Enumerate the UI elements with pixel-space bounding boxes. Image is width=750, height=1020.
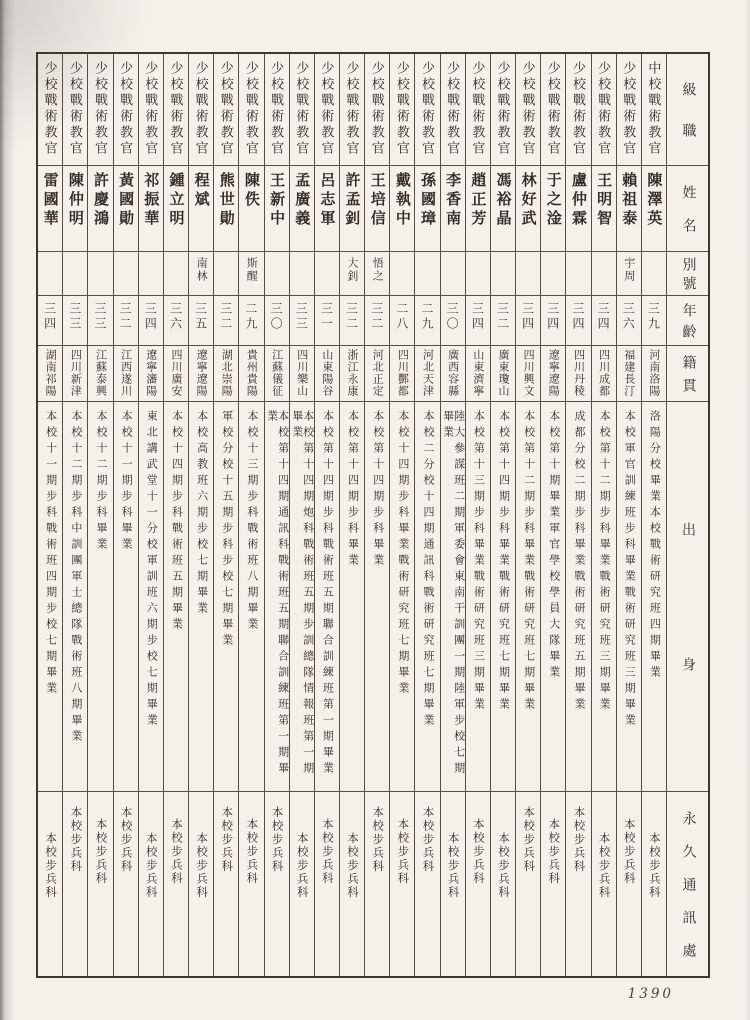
person-native-place: 四川興文 [516, 346, 540, 402]
person-native-place: 四川新津 [63, 346, 87, 402]
person-column [62, 54, 87, 976]
person-alias [466, 252, 490, 296]
person-age: 三二 [114, 296, 138, 346]
person-age: 三一 [315, 296, 339, 346]
person-rank: 少校戰術教官 [189, 54, 213, 166]
person-alias [38, 252, 62, 296]
person-column [289, 54, 314, 976]
person-age: 三二 [214, 296, 238, 346]
person-address: 本校步兵科 [69, 806, 82, 874]
person-rank: 少校戰術教官 [541, 54, 565, 166]
person-rank: 少校戰術教官 [617, 54, 641, 166]
person-name: 熊世勛 [214, 166, 238, 252]
person-rank: 少校戰術教官 [441, 54, 465, 166]
person-column [389, 54, 414, 976]
person-column [213, 54, 238, 976]
person-alias: 南林 [189, 252, 213, 296]
person-address: 本校步兵科 [597, 832, 610, 900]
person-rank: 少校戰術教官 [114, 54, 138, 166]
person-rank: 少校戰術教官 [63, 54, 87, 166]
person-age: 三四 [38, 296, 62, 346]
person-name: 賴祖泰 [617, 166, 641, 252]
person-age: 三四 [541, 296, 565, 346]
person-origin: 本校十二期步科畢業 [88, 402, 112, 792]
person-native-place: 四川酆都 [390, 346, 414, 402]
person-column [515, 54, 540, 976]
person-address: 本校步兵科 [44, 832, 57, 900]
person-address: 本校步兵科 [496, 832, 509, 900]
person-alias [390, 252, 414, 296]
person-origin: 本校十二期步科中訓團軍士總隊戰術班八期畢業 [63, 402, 87, 792]
person-age: 三〇 [265, 296, 289, 346]
person-native-place: 福建長汀 [617, 346, 641, 402]
person-name: 黃國勛 [114, 166, 138, 252]
person-age: 三二 [365, 296, 389, 346]
person-rank: 少校戰術教官 [340, 54, 364, 166]
person-origin: 本校第十期畢業軍官學校學員大隊畢業 [541, 402, 565, 792]
person-name: 馮裕晶 [491, 166, 515, 252]
person-address: 本校步兵科 [245, 818, 258, 886]
person-address: 本校步兵科 [346, 832, 359, 900]
person-alias [592, 252, 616, 296]
person-address: 本校步兵科 [169, 818, 182, 886]
person-origin: 東北講武堂十一分校軍訓班六期步校七期畢業 [139, 402, 163, 792]
person-age: 二九 [239, 296, 263, 346]
person-origin: 本校第十四期步科畢業 [340, 402, 364, 792]
person-name: 王明智 [592, 166, 616, 252]
person-origin: 本校軍官訓練班步科畢業戰術研究班三期畢業 [617, 402, 641, 792]
person-origin: 本校第十二期步科畢業戰術研究班七期畢業 [516, 402, 540, 792]
person-age: 三九 [642, 296, 666, 346]
person-address: 本校步兵科 [195, 832, 208, 900]
person-age: 三四 [566, 296, 590, 346]
person-name: 林好武 [516, 166, 540, 252]
person-origin: 本校十一期步科戰術班四期步校七期畢業 [38, 402, 62, 792]
person-alias [164, 252, 188, 296]
person-rank: 中校戰術教官 [642, 54, 666, 166]
person-native-place: 廣東瓊山 [491, 346, 515, 402]
person-native-place: 遼寧瀋陽 [139, 346, 163, 402]
person-native-place: 山東濟寧 [466, 346, 490, 402]
person-age: 三四 [139, 296, 163, 346]
person-alias [566, 252, 590, 296]
person-native-place: 河北正定 [365, 346, 389, 402]
person-native-place: 浙江永康 [340, 346, 364, 402]
person-rank: 少校戰術教官 [38, 54, 62, 166]
person-address: 本校步兵科 [396, 818, 409, 886]
person-alias [139, 252, 163, 296]
person-native-place: 河北天津 [415, 346, 439, 402]
person-name: 孟廣義 [290, 166, 314, 252]
person-name: 于之淦 [541, 166, 565, 252]
person-alias [415, 252, 439, 296]
person-origin: 軍校分校十五期步科步校七期畢業 [214, 402, 238, 792]
header-address-label: 永 久 通 訊 處 [680, 811, 696, 957]
person-age: 三三 [63, 296, 87, 346]
person-alias [114, 252, 138, 296]
person-alias: 斯醒 [239, 252, 263, 296]
person-native-place: 江蘇泰興 [88, 346, 112, 402]
person-name: 程斌 [189, 166, 213, 252]
person-address: 本校步兵科 [320, 818, 333, 886]
person-native-place: 湖北崇陽 [214, 346, 238, 402]
person-alias [88, 252, 112, 296]
person-address: 本校步兵科 [421, 806, 434, 874]
person-name: 祁振華 [139, 166, 163, 252]
person-native-place: 四川廣安 [164, 346, 188, 402]
person-native-place: 江西遂川 [114, 346, 138, 402]
person-address: 本校步兵科 [547, 818, 560, 886]
person-column [238, 54, 263, 976]
person-column [364, 54, 389, 976]
person-column [414, 54, 439, 976]
person-rank: 少校戰術教官 [390, 54, 414, 166]
person-name: 戴執中 [390, 166, 414, 252]
person-address: 本校步兵科 [270, 806, 283, 874]
person-origin: 本校第十四期步科畢業戰術研究班七期畢業 [491, 402, 515, 792]
header-age-label: 年 齡 [667, 296, 708, 346]
person-column [540, 54, 565, 976]
person-alias [290, 252, 314, 296]
person-column [591, 54, 616, 976]
roster-table [36, 52, 710, 978]
person-origin: 本校第十四期通訊科戰術班五期聯合訓練班第一期畢業 [265, 402, 289, 792]
person-age: 三三 [290, 296, 314, 346]
person-alias [63, 252, 87, 296]
person-rank: 少校戰術教官 [466, 54, 490, 166]
person-native-place: 四川成都 [592, 346, 616, 402]
person-rank: 少校戰術教官 [265, 54, 289, 166]
person-native-place: 遼寧遼陽 [541, 346, 565, 402]
person-address: 本校步兵科 [220, 806, 233, 874]
person-native-place: 四川丹稜 [566, 346, 590, 402]
person-column [440, 54, 465, 976]
person-alias: 宇周 [617, 252, 641, 296]
person-origin: 本校第十四期炮科戰術班五期步訓總隊情報班第一期畢業 [290, 402, 314, 792]
person-alias: 大釗 [340, 252, 364, 296]
person-native-place: 河南洛陽 [642, 346, 666, 402]
person-alias: 悟之 [365, 252, 389, 296]
person-origin: 洛陽分校畢業本校戰術研究班四期畢業 [642, 402, 666, 792]
person-alias [315, 252, 339, 296]
person-alias [516, 252, 540, 296]
person-origin: 本校第十四期步科戰術班五期聯合訓練班第一期畢業 [315, 402, 339, 792]
person-alias [642, 252, 666, 296]
person-origin: 本校十四期步科畢業戰術研究班七期畢業 [390, 402, 414, 792]
person-name: 盧仲霖 [566, 166, 590, 252]
person-name: 許慶鴻 [88, 166, 112, 252]
page-number: 1390 [627, 986, 674, 1002]
header-native-place-label: 籍 貫 [667, 346, 708, 402]
person-address: 本校步兵科 [572, 806, 585, 874]
header-origin-label: 出 身 [667, 402, 708, 792]
person-age: 三六 [617, 296, 641, 346]
person-origin: 本校十四期步科戰術班五期畢業 [164, 402, 188, 792]
person-rank: 少校戰術教官 [139, 54, 163, 166]
person-age: 三三 [88, 296, 112, 346]
person-rank: 少校戰術教官 [566, 54, 590, 166]
person-column [87, 54, 112, 976]
person-name: 趙正芳 [466, 166, 490, 252]
person-origin: 本校十三期步科戰術班八期畢業 [239, 402, 263, 792]
person-column [339, 54, 364, 976]
person-column [38, 54, 62, 976]
table-header-column [666, 54, 708, 976]
person-alias [214, 252, 238, 296]
person-name: 王新中 [265, 166, 289, 252]
person-age: 三四 [592, 296, 616, 346]
person-name: 王培信 [365, 166, 389, 252]
person-origin: 成都分校二期步科畢業戰術研究班五期畢業 [566, 402, 590, 792]
person-address: 本校步兵科 [371, 806, 384, 874]
person-age: 三四 [466, 296, 490, 346]
person-native-place: 貴州貴陽 [239, 346, 263, 402]
person-column [565, 54, 590, 976]
person-address: 本校步兵科 [94, 818, 107, 886]
person-rank: 少校戰術教官 [516, 54, 540, 166]
person-name: 許孟釗 [340, 166, 364, 252]
person-rank: 少校戰術教官 [290, 54, 314, 166]
person-address: 本校步兵科 [295, 832, 308, 900]
person-rank: 少校戰術教官 [491, 54, 515, 166]
person-age: 三五 [189, 296, 213, 346]
person-column [314, 54, 339, 976]
person-address: 本校步兵科 [471, 818, 484, 886]
person-native-place: 湖南祁陽 [38, 346, 62, 402]
person-column [138, 54, 163, 976]
person-alias [265, 252, 289, 296]
person-name: 陳澤英 [642, 166, 666, 252]
person-column [465, 54, 490, 976]
person-native-place: 廣西容縣 [441, 346, 465, 402]
person-origin: 本校第十三期步科畢業戰術研究班三期畢業 [466, 402, 490, 792]
person-column [264, 54, 289, 976]
person-native-place: 山東陽谷 [315, 346, 339, 402]
person-alias [441, 252, 465, 296]
person-address: 本校步兵科 [622, 818, 635, 886]
person-rank: 少校戰術教官 [315, 54, 339, 166]
person-column [490, 54, 515, 976]
person-native-place: 遼寧遼陽 [189, 346, 213, 402]
person-rank: 少校戰術教官 [239, 54, 263, 166]
person-native-place: 四川樂山 [290, 346, 314, 402]
person-rank: 少校戰術教官 [592, 54, 616, 166]
person-rank: 少校戰術教官 [164, 54, 188, 166]
person-age: 二八 [390, 296, 414, 346]
person-column [163, 54, 188, 976]
person-address: 本校步兵科 [522, 806, 535, 874]
person-name: 鍾立明 [164, 166, 188, 252]
person-column [641, 54, 666, 976]
person-age: 三二 [340, 296, 364, 346]
person-origin: 本校二分校十四期通訊科戰術研究班七期畢業 [415, 402, 439, 792]
person-age: 三六 [164, 296, 188, 346]
person-origin: 本校十一期步科畢業 [114, 402, 138, 792]
person-name: 雷國華 [38, 166, 62, 252]
person-column [616, 54, 641, 976]
person-age: 三二 [491, 296, 515, 346]
person-origin: 本校第十二期步科畢業戰術研究班三期畢業 [592, 402, 616, 792]
person-alias [491, 252, 515, 296]
person-age: 二九 [415, 296, 439, 346]
person-origin: 陸大參謀班二期軍委會東南干訓團一期陸軍步校七期畢業 [441, 402, 465, 792]
person-name: 陳佚 [239, 166, 263, 252]
person-address: 本校步兵科 [144, 832, 157, 900]
person-rank: 少校戰術教官 [214, 54, 238, 166]
person-alias [541, 252, 565, 296]
person-address: 本校步兵科 [119, 806, 132, 874]
person-column [188, 54, 213, 976]
header-rank-label: 級 職 [667, 54, 708, 166]
person-address: 本校步兵科 [647, 832, 660, 900]
header-alias-label: 別 號 [667, 252, 708, 296]
person-origin: 本校第十四期步科畢業 [365, 402, 389, 792]
person-name: 李香南 [441, 166, 465, 252]
person-age: 三〇 [441, 296, 465, 346]
person-origin: 本校高教班六期步校七期畢業 [189, 402, 213, 792]
person-name: 陳仲明 [63, 166, 87, 252]
person-rank: 少校戰術教官 [365, 54, 389, 166]
person-native-place: 江蘇儀征 [265, 346, 289, 402]
person-address: 本校步兵科 [446, 832, 459, 900]
person-age: 三四 [516, 296, 540, 346]
person-column [113, 54, 138, 976]
person-rank: 少校戰術教官 [88, 54, 112, 166]
person-name: 孫國璋 [415, 166, 439, 252]
header-name-label: 姓 名 [667, 166, 708, 252]
person-rank: 少校戰術教官 [415, 54, 439, 166]
person-name: 呂志軍 [315, 166, 339, 252]
